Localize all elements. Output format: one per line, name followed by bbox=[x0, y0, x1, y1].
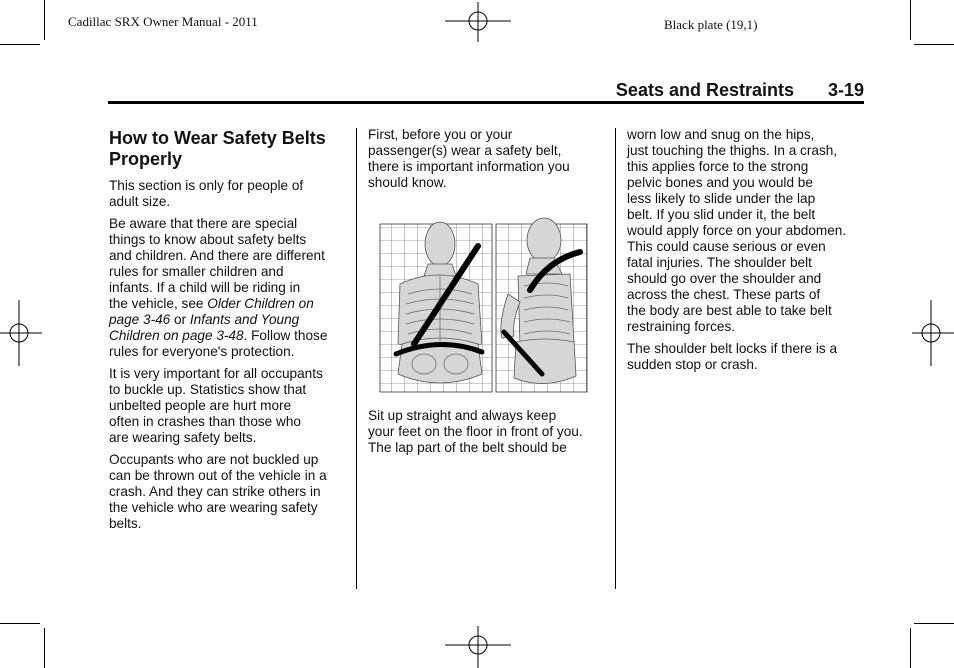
safety-belt-skeleton-illustration bbox=[378, 214, 589, 394]
header-rule bbox=[108, 101, 864, 104]
paragraph-text: Be aware that there are special things to know about safety belts and children. And there are different rules for smaller children and infants. If a child will be riding in the vehicle, see bbox=[109, 216, 325, 311]
column-divider bbox=[615, 128, 616, 589]
paragraph: Occupants who are not buckled up can be thrown out of the vehicle in a crash. And they can strike others in the vehicle who are wearing safety belts. bbox=[109, 452, 327, 531]
registration-mark-bottom-icon bbox=[445, 626, 511, 668]
print-header-right: Black plate (19,1) bbox=[664, 17, 758, 32]
paragraph: Sit up straight and always keep your feet on the floor in front of you. The lap part of the belt should be bbox=[368, 408, 583, 455]
crop-mark bbox=[0, 44, 40, 45]
registration-mark-left-icon bbox=[0, 300, 42, 366]
column-divider bbox=[356, 128, 357, 589]
cross-reference-link[interactable]: Older Children on page 3-46 bbox=[109, 296, 314, 327]
column-2 bbox=[368, 127, 608, 197]
paragraph: First, before you or your passenger(s) wear a safety belt, there is important information you should know. bbox=[368, 127, 570, 190]
page-number: 3-19 bbox=[827, 80, 864, 100]
column-1 bbox=[109, 128, 349, 538]
crop-mark bbox=[44, 628, 45, 668]
paragraph-text: . Follow those rules for everyone's protection. bbox=[109, 328, 328, 359]
column-3 bbox=[627, 127, 867, 379]
registration-mark-right-icon bbox=[912, 300, 954, 366]
column-2-bottom bbox=[368, 408, 608, 462]
paragraph: It is very important for all occupants to buckle up. Statistics show that unbelted people are hurt more often in crashes than those who are wearing safety belts. bbox=[109, 366, 323, 445]
crop-mark bbox=[0, 623, 40, 624]
crop-mark bbox=[914, 623, 954, 624]
cross-reference-link[interactable]: Infants and Young Children on page 3-48 bbox=[109, 312, 300, 343]
crop-mark bbox=[910, 0, 911, 40]
crop-mark bbox=[44, 0, 45, 40]
paragraph: This section is only for people of adult size. bbox=[109, 178, 304, 209]
print-header-left: Cadillac SRX Owner Manual - 2011 bbox=[68, 14, 258, 29]
paragraph: worn low and snug on the hips, just touching the thighs. In a crash, this applies force to the strong pelvic bones and you would be less likely to slide under the lap belt. If you slid under it, the belt would apply force on your abdomen. This could cause serious or even fatal injuries. The shoulder belt should go over the shoulder and across the chest. These parts of the body are best able to take belt restraining forces. bbox=[627, 127, 847, 334]
crop-mark bbox=[914, 44, 954, 45]
paragraph bbox=[109, 216, 349, 360]
crop-mark bbox=[910, 628, 911, 668]
section-heading: How to Wear Safety Belts Properly bbox=[109, 128, 326, 169]
registration-mark-top-icon bbox=[445, 2, 511, 42]
paragraph: The shoulder belt locks if there is a sudden stop or crash. bbox=[627, 341, 838, 372]
section-title: Seats and Restraints bbox=[615, 80, 794, 100]
paragraph-text: or bbox=[170, 312, 190, 327]
